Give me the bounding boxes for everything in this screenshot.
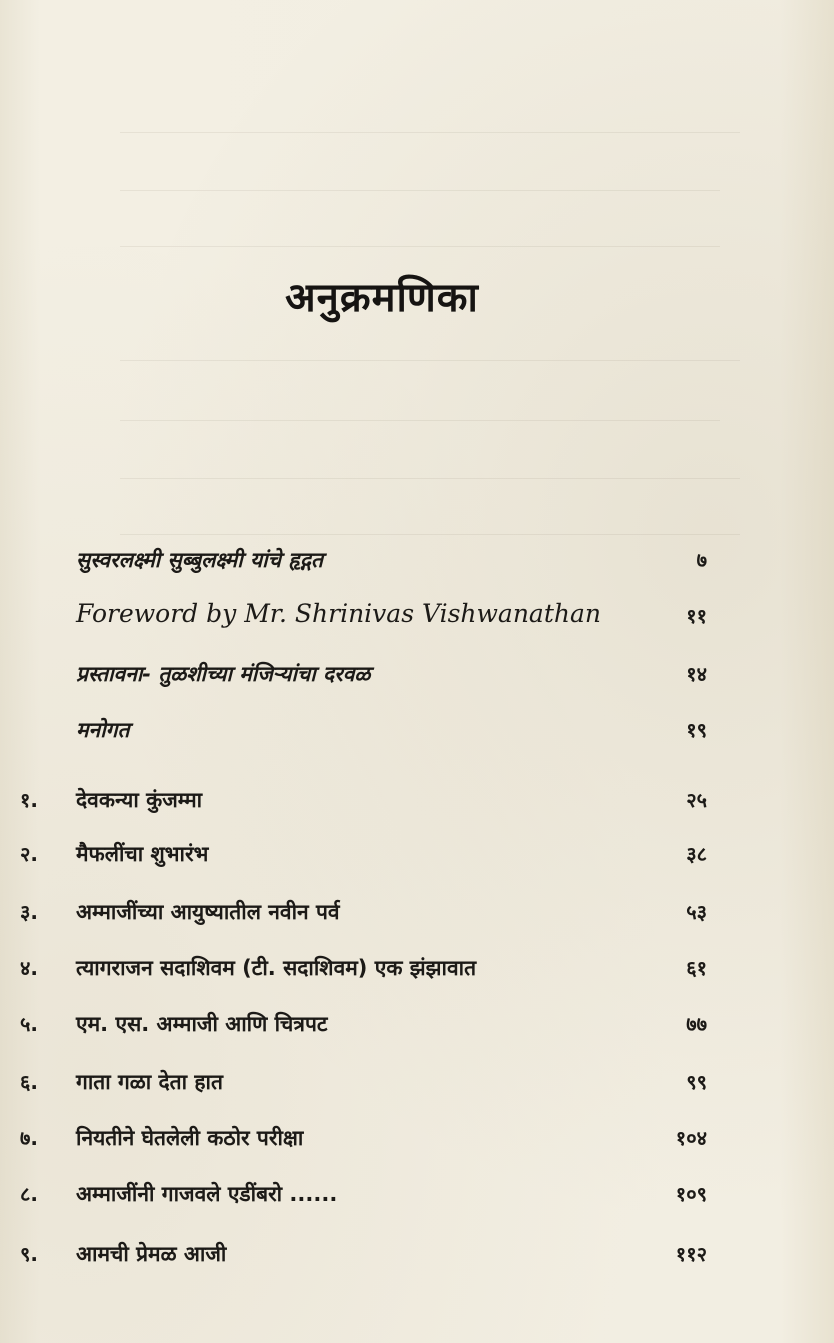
toc-chapter: [0, 1068, 834, 1108]
bleed-through-line: [120, 190, 720, 191]
chapter-number: ८.: [20, 1182, 38, 1206]
chapter-title: गाता गळा देता हात: [76, 1070, 223, 1094]
chapter-title: अम्माजींनी गाजवले एडींबरो ......: [76, 1182, 338, 1206]
chapter-number: २.: [20, 842, 38, 866]
toc-chapter: [0, 1240, 834, 1280]
bleed-through-line: [120, 478, 740, 479]
bleed-through-line: [120, 420, 720, 421]
bleed-through-line: [120, 246, 720, 247]
chapter-number: १.: [20, 788, 38, 812]
chapter-number: ३.: [20, 900, 38, 924]
chapter-number: ९.: [20, 1242, 38, 1266]
toc-chapter: [0, 954, 834, 994]
toc-entry-introduction: [0, 660, 834, 700]
toc-entry-page: ७: [696, 548, 707, 572]
chapter-number: ७.: [20, 1126, 38, 1150]
chapter-title: अम्माजींच्या आयुष्यातील नवीन पर्व: [76, 900, 340, 924]
chapter-page: १०९: [675, 1182, 707, 1206]
toc-entry-label: Foreword by Mr. Shrinivas Vishwanathan: [76, 599, 601, 628]
toc-entry-label: प्रस्तावना- तुळशीच्या मंजिऱ्यांचा दरवळ: [76, 662, 371, 686]
chapter-page: ९९: [686, 1070, 707, 1094]
chapter-page: ७७: [686, 1012, 707, 1036]
toc-chapter: [0, 898, 834, 938]
chapter-number: ६.: [20, 1070, 38, 1094]
chapter-page: ३८: [686, 842, 707, 866]
chapter-title: आमची प्रेमळ आजी: [76, 1242, 227, 1266]
toc-entry-foreword: [0, 599, 834, 642]
toc-entry-label: मनोगत: [76, 718, 130, 742]
bleed-through-line: [120, 360, 740, 361]
toc-entry-preface: [0, 546, 834, 586]
chapter-title: मैफलींचा शुभारंभ: [76, 842, 209, 866]
chapter-page: ५३: [686, 900, 707, 924]
toc-entry-page: १४: [686, 662, 707, 686]
bleed-through-line: [120, 132, 740, 133]
toc-entry-label: सुस्वरलक्ष्मी सुब्बुलक्ष्मी यांचे हृद्गत: [76, 548, 323, 572]
toc-chapter: [0, 1180, 834, 1220]
page-title: अनुक्रमणिका: [285, 275, 479, 321]
chapter-page: ११२: [675, 1242, 707, 1266]
chapter-page: २५: [686, 788, 707, 812]
toc-chapter: [0, 840, 834, 880]
toc-chapter: [0, 1124, 834, 1164]
bleed-through-line: [120, 534, 740, 535]
chapter-page: १०४: [675, 1126, 707, 1150]
chapter-title: एम. एस. अम्माजी आणि चित्रपट: [76, 1012, 328, 1036]
chapter-title: त्यागराजन सदाशिवम (टी. सदाशिवम) एक झंझावात: [76, 956, 477, 980]
toc-chapter: [0, 786, 834, 826]
toc-entry-page: १९: [686, 718, 707, 742]
toc-chapter: [0, 1010, 834, 1050]
chapter-title: देवकन्या कुंजम्मा: [76, 788, 203, 812]
toc-entry-manogat: [0, 716, 834, 756]
chapter-number: ५.: [20, 1012, 38, 1036]
chapter-title: नियतीने घेतलेली कठोर परीक्षा: [76, 1126, 304, 1150]
chapter-page: ६१: [686, 956, 707, 980]
chapter-number: ४.: [20, 956, 38, 980]
toc-entry-page: ११: [686, 604, 707, 628]
